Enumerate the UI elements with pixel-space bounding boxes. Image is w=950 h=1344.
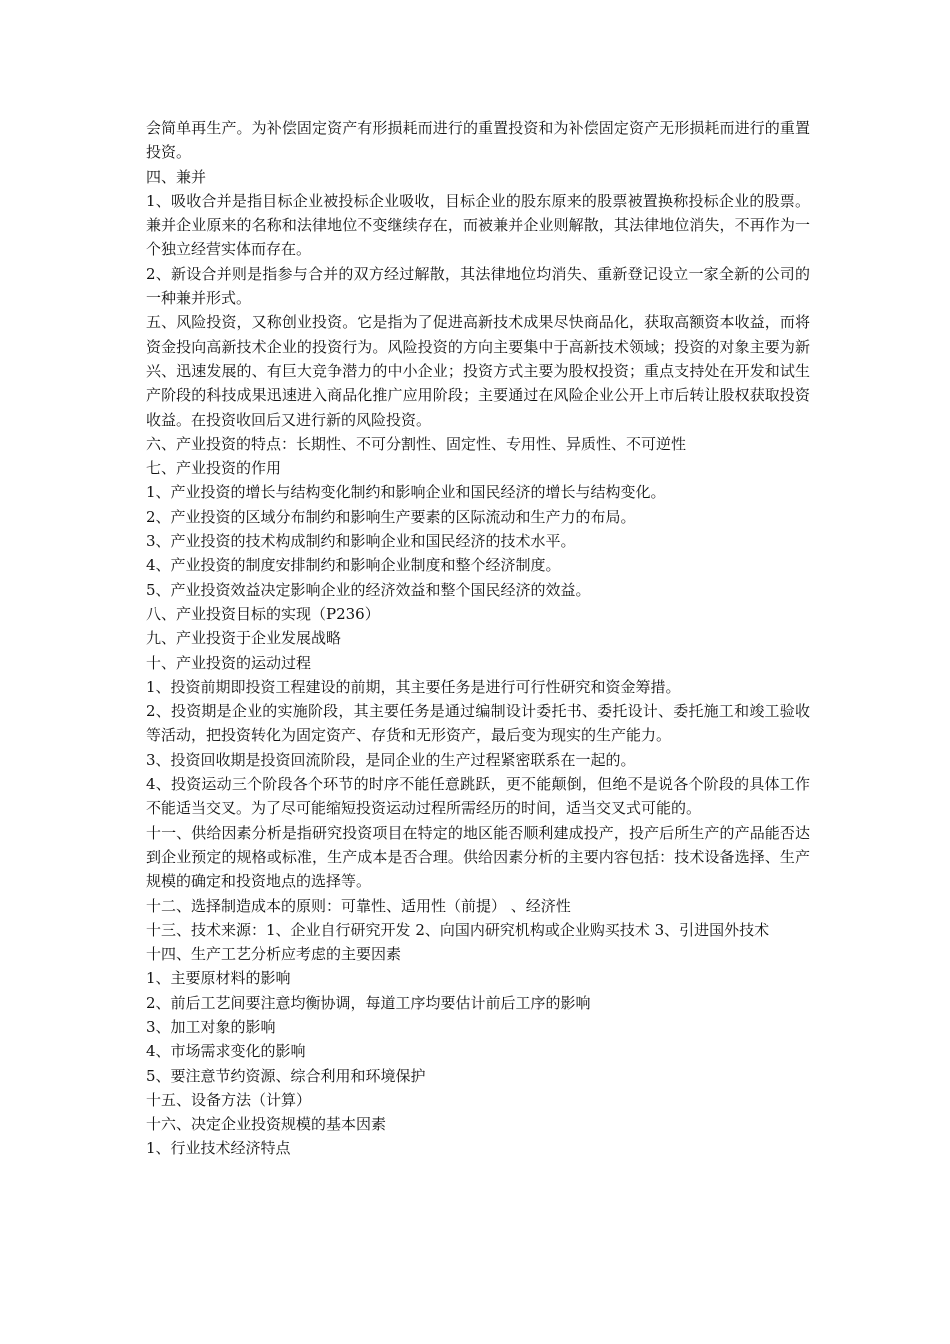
heading-investment-process: 十、产业投资的运动过程 [146,653,312,672]
heading-process-factors: 十四、生产工艺分析应考虑的主要因素 [146,945,402,964]
paragraph-investment-features: 六、产业投资的特点：长期性、不可分割性、固定性、专用性、异质性、不可逆性 [146,434,687,453]
list-item-factor-1: 1、主要原材料的影响 [146,969,291,988]
document-body [146,116,810,1161]
list-item-factor-2: 2、前后工艺间要注意均衡协调，每道工序均要估计前后工序的影响 [146,993,591,1012]
paragraph-absorption-merger: 1、吸收合并是指目标企业被投标企业吸收，目标企业的股东原来的股票被置换称投标企业的股票。兼并企业原来的名称和法律地位不变继续存在，而被兼并企业则解散，其法律地位消失，不再作为一个独立经营实体而存在。 [146,191,810,259]
heading-investment-role: 七、产业投资的作用 [146,459,282,478]
list-item-role-5: 5、产业投资效益决定影响企业的经济效益和整个国民经济的效益。 [146,580,591,599]
heading-investment-goal: 八、产业投资目标的实现（P236） [146,604,380,623]
list-item-process-1: 1、投资前期即投资工程建设的前期，其主要任务是进行可行性研究和资金筹措。 [146,677,681,696]
list-item-role-1: 1、产业投资的增长与结构变化制约和影响企业和国民经济的增长与结构变化。 [146,483,666,502]
paragraph-continuation: 会简单再生产。为补偿固定资产有形损耗而进行的重置投资和为补偿固定资产无形损耗而进行的重置投资。 [146,119,810,162]
heading-development-strategy: 九、产业投资于企业发展战略 [146,629,342,648]
list-item-factor-4: 4、市场需求变化的影响 [146,1042,306,1061]
list-item-scale-1: 1、行业技术经济特点 [146,1139,291,1158]
paragraph-cost-principles: 十二、选择制造成本的原则：可靠性、适用性（前提） 、经济性 [146,896,571,915]
list-item-role-4: 4、产业投资的制度安排制约和影响企业制度和整个经济制度。 [146,556,561,575]
paragraph-venture-capital: 五、风险投资，又称创业投资。它是指为了促进高新技术成果尽快商品化，获取高额资本收益，而将资金投向高新技术企业的投资行为。风险投资的方向主要集中于高新技术领域；投资的对象主要为新兴、迅速发展的、有巨大竞争潜力的中小企业；投资方式主要为股权投资；重点支持处在开发和试生产阶段的科技成果迅速进入商品化推广应用阶段；主要通过在风险企业公开上市后转让股权获取投资收益。在投资收回后又进行新的风险投资。 [146,313,810,429]
heading-merger: 四、兼并 [146,167,207,186]
list-item-role-3: 3、产业投资的技术构成制约和影响企业和国民经济的技术水平。 [146,532,576,551]
list-item-process-2: 2、投资期是企业的实施阶段，其主要任务是通过编制设计委托书、委托设计、委托施工和竣工验收等活动，把投资转化为固定资产、存货和无形资产，最后变为现实的生产能力。 [146,702,810,745]
heading-investment-scale: 十六、决定企业投资规模的基本因素 [146,1115,387,1134]
list-item-factor-5: 5、要注意节约资源、综合利用和环境保护 [146,1066,426,1085]
list-item-role-2: 2、产业投资的区域分布制约和影响生产要素的区际流动和生产力的布局。 [146,507,636,526]
list-item-factor-3: 3、加工对象的影响 [146,1017,276,1036]
paragraph-technology-sources: 十三、技术来源：1、企业自行研究开发 2、向国内研究机构或企业购买技术 3、引进国外技术 [146,920,770,939]
list-item-process-3: 3、投资回收期是投资回流阶段，是同企业的生产过程紧密联系在一起的。 [146,750,636,769]
list-item-process-4: 4、投资运动三个阶段各个环节的时序不能任意跳跃，更不能颠倒，但绝不是说各个阶段的具体工作不能适当交叉。为了尽可能缩短投资运动过程所需经历的时间，适当交叉式可能的。 [146,775,810,818]
paragraph-supply-analysis: 十一、供给因素分析是指研究投资项目在特定的地区能否顺利建成投产，投产后所生产的产品能否达到企业预定的规格或标准，生产成本是否合理。供给因素分析的主要内容包括：技术设备选择、生产规模的确定和投资地点的选择等。 [146,823,810,891]
heading-equipment-method: 十五、设备方法（计算） [146,1090,312,1109]
paragraph-consolidation-merger: 2、新设合并则是指参与合并的双方经过解散，其法律地位均消失、重新登记设立一家全新的公司的一种兼并形式。 [146,264,810,308]
